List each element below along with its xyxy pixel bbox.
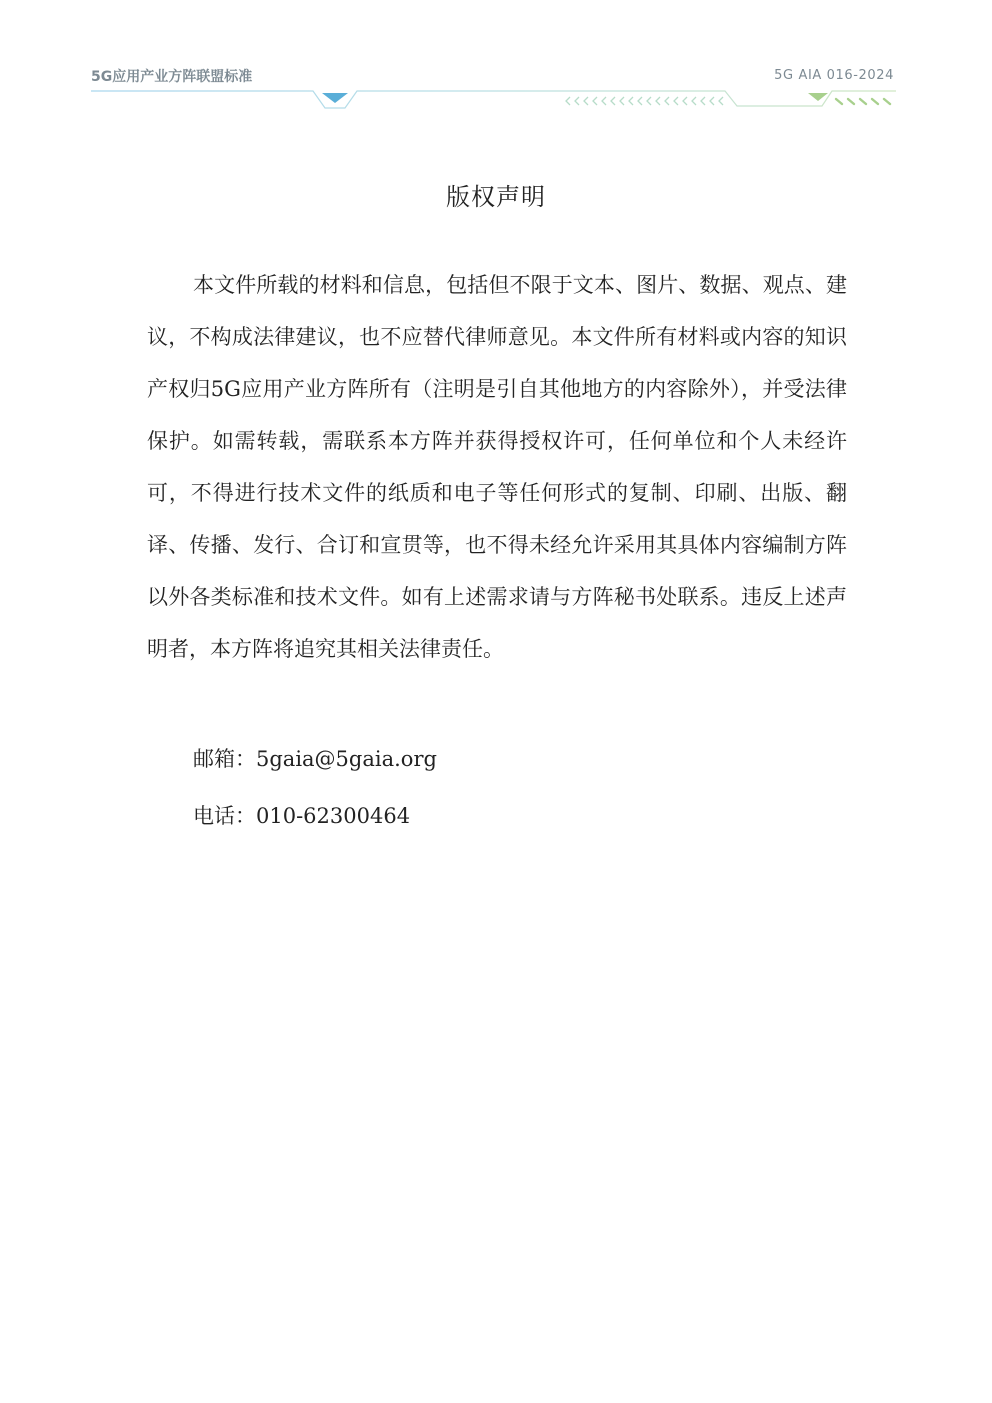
- header-decoration: [0, 0, 992, 120]
- contact-email: 邮箱：5gaia@5gaia.org: [193, 747, 437, 771]
- header-org-name: 5G应用产业方阵联盟标准: [91, 69, 253, 85]
- header-blue-triangle: [322, 93, 348, 103]
- header-doc-number: 5G AIA 016-2024: [774, 68, 894, 83]
- header-chevrons: [566, 97, 723, 105]
- copyright-paragraph: 本文件所载的材料和信息，包括但不限于文本、图片、数据、观点、建议，不构成法律建议，也不应替代律师意见。本文件所有材料或内容的知识产权归5G应用产业方阵所有（注明是引自其他地方的内容除外），并受法律保护。如需转载，需联系本方阵并获得授权许可，任何单位和个人未经许可，不得进行技术文件的纸质和电子等任何形式的复制、印刷、出版、翻译、传播、发行、合订和宣贯等，也不得未经允许采用其具体内容编制方阵以外各类标准和技术文件。如有上述需求请与方阵秘书处联系。违反上述声明者，本方阵将追究其相关法律责任。: [147, 273, 847, 661]
- header-rule: [91, 91, 896, 108]
- header-slashes: [836, 99, 890, 104]
- header-green-triangle: [808, 93, 828, 101]
- contact-phone: 电话：010-62300464: [193, 804, 411, 828]
- page-title: 版权声明: [446, 183, 546, 211]
